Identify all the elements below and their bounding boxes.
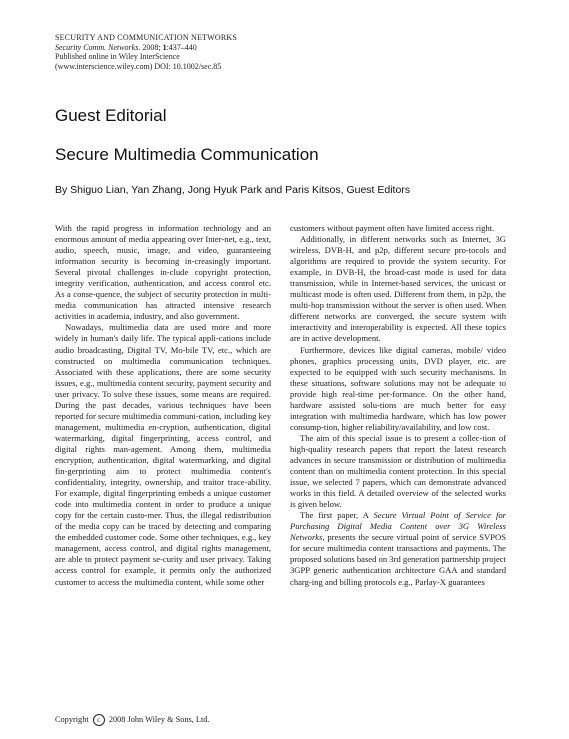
paragraph: Additionally, in different networks such as Internet, 3G wireless, DVB-H, and p2p, different secure pro-tocols and algorithms are required to provide the system security. For example, in DVB-H, the broad-cast mode is used for data transmission, while in Internet-based services, the unicast or multicast mode is often used. Different from them, in p2p, the multi-hop transmission without the server is often used. When different networks are converged, the secure system with interactivity and interoperability is expected. All these topics are in active development. xyxy=(290,234,506,344)
body-column-left xyxy=(55,223,271,588)
citation-year: 2008; xyxy=(142,42,161,52)
doi-line: (www.interscience.wiley.com) DOI: 10.1002/sec.85 xyxy=(55,61,222,71)
article-title: Secure Multimedia Communication xyxy=(55,145,319,164)
body-column-right xyxy=(290,223,506,588)
paragraph: The aim of this special issue is to present a collec-tion of high-quality research papers that report the latest research advances in secure transmission or distribution of multimedia content than on multimedia content protection. In this special issue, we selected 7 papers, which can demonstrate advanced works in this field. A detailed overview of the selected works is given below. xyxy=(290,432,506,510)
paragraph-text: , presents the secure virtual point of service SVPOS for secure multimedia content transactions and payments. The proposed solutions based on 3rd generation partnership project 3GPP generic authentication architecture GAA and standard charg-ing and billing protocols e.g., Parlay-X guarantees xyxy=(290,532,506,587)
paragraph: Furthermore, devices like digital cameras, mobile/ video phones, graphics processing units, DVD player, etc. are expected to be equipped with such security mechanisms. In these situations, software solutions may not be adequate to provide high real-time per-formance. On the other hand, hardware assisted solu-tions are much better for easy integration with multimedia hardware, which has low power consump-tion, higher reliability/availability, and low cost. xyxy=(290,344,506,432)
paragraph: Nowadays, multimedia data are used more and more widely in human's daily life. The typical appli-cations include audio broadcasting, Digital TV, Mo-bile TV, etc., which are constructed on multimedia communication techniques. Associated with these applications, there are some security issues, e.g., multimedia content security, payment security and user privacy. To solve these issues, some means are required. During the past decades, various techniques have been reported for secure multimedia communi-cation, including key management, multimedia en-cryption, authentication, digital watermarking, digital fingerprinting, access control, and digital rights man-agement. Among them, multimedia encryption, authentication, digital watermarking, and digital fin-gerprinting aim to protect multimedia content's confidentiality, integrity, ownership, and traitor trace-ability. For example, digital fingerprinting embeds a unique customer code into multimedia content in order to produce a unique copy for the certain custo-mer. Thus, the illegal redistribution of the media copy can be traced by detecting and comparing the embedded customer code. Some other techniques, e.g., key management, access control, and digital rights management, are able to protect payment se-curity and user privacy. Taking access control for example, it permits only the authorized customer to access the multimedia content, while some other xyxy=(55,322,271,587)
paragraph-text: The first paper, A xyxy=(300,510,374,521)
journal-name: SECURITY AND COMMUNICATION NETWORKS xyxy=(55,33,238,42)
paragraph: customers without payment often have limited access right. xyxy=(290,223,495,233)
copyright-text: 2008 John Wiley & Sons, Ltd. xyxy=(108,714,210,724)
citation-line xyxy=(55,43,355,53)
copyright-icon: c xyxy=(93,714,105,726)
copyright-prefix: Copyright xyxy=(55,714,89,724)
citation-pages: :437–440 xyxy=(166,42,197,52)
published-line: Published online in Wiley InterScience xyxy=(55,52,180,62)
author-line: By Shiguo Lian, Yan Zhang, Jong Hyuk Park and Paris Kitsos, Guest Editors xyxy=(55,184,411,196)
paragraph: With the rapid progress in information technology and an enormous amount of media appearing over Inter-net, e.g., text, audio, speech, music, image, and video, guaranteeing information security is becoming in-creasingly important. Several pivotal challenges in-clude copyright protection, integrity verification, authentication, and access control etc. As a conse-quence, the subject of security protection in multi-media communication has attracted intensive research activities in academia, industry, and also government. xyxy=(55,223,271,322)
copyright-footer xyxy=(55,714,210,726)
citation-journal: Security Comm. Networks. xyxy=(55,42,141,52)
paper-title: Secure Virtual Point of Service for Purchasing Digital Media Content over 3G Wireless Networks xyxy=(290,510,506,543)
citation-volume: 1 xyxy=(162,42,167,52)
journal-masthead xyxy=(55,33,355,71)
section-heading: Guest Editorial xyxy=(55,106,167,125)
paragraph xyxy=(290,510,506,587)
